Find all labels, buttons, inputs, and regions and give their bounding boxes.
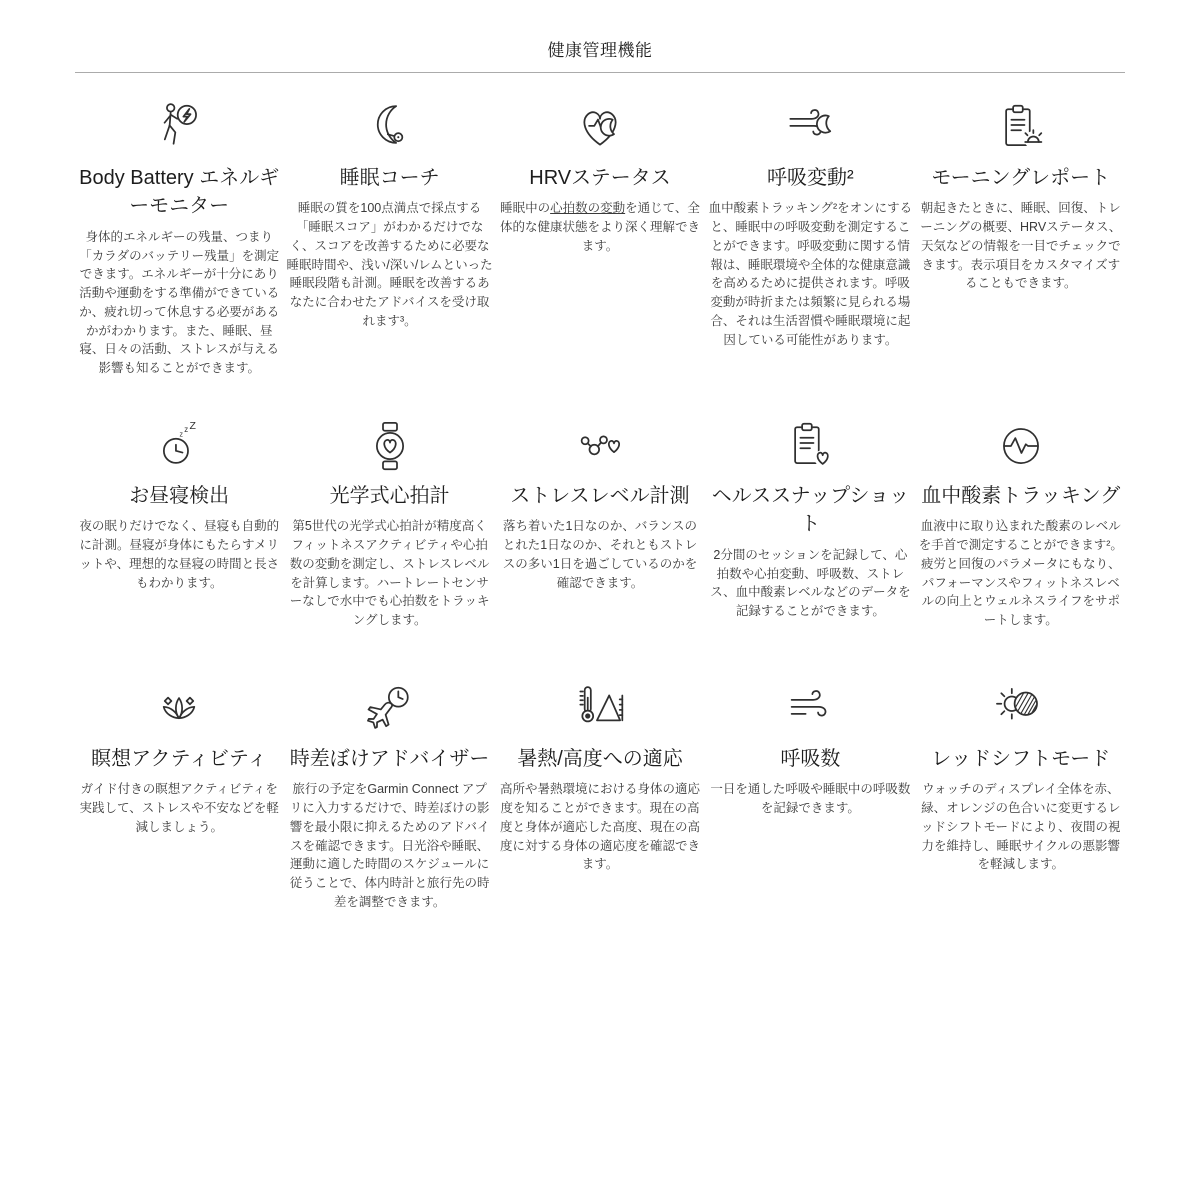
description-text: 睡眠中の — [500, 201, 551, 216]
pulse-circle-icon — [993, 418, 1049, 478]
feature-card-meditation — [75, 681, 283, 912]
hrv-heart-rate-variation-link[interactable]: 心拍数の変動 — [550, 201, 626, 216]
feature-title: 暑熱/高度への適応 — [517, 748, 683, 770]
clipboard-heart-icon — [782, 418, 838, 478]
sleep-coach-moon-whistle-icon — [362, 100, 418, 160]
feature-title: お昼寝検出 — [129, 485, 230, 507]
feature-title: レッドシフトモード — [931, 748, 1111, 770]
feature-description: 第5世代の光学式心拍計が精度高くフィットネスアクティビティや心拍数の変動を測定し、ストレスレベルを計算します。ハートレートセンサーなしで水中でも心拍数をトラッキングします。 — [289, 519, 490, 628]
feature-title: 呼吸数 — [780, 748, 841, 770]
svg-text:Z: Z — [189, 419, 197, 432]
feature-description: ウォッチのディスプレイ全体を赤、緑、オレンジの色合いに変更するレッドシフトモードにより、夜間の視力を維持し、睡眠サイクルの悪影響を軽減します。 — [921, 782, 1121, 872]
airplane-clock-icon — [362, 681, 418, 741]
svg-text:z: z — [184, 425, 189, 434]
clipboard-sunrise-icon — [993, 100, 1049, 160]
feature-description: 落ち着いた1日なのか、バランスのとれた1日なのか、それともストレスの多い1日を過ごしているのかを確認できます。 — [502, 519, 698, 590]
feature-title: ヘルススナップショット — [711, 485, 910, 536]
feature-title: Body Battery エネルギーモニター — [79, 167, 280, 218]
feature-title: 睡眠コーチ — [339, 167, 440, 189]
feature-title: 時差ぼけアドバイザー — [289, 748, 490, 770]
feature-description: 朝起きたときに、睡眠、回復、トレーニングの概要、HRVステータス、天気などの情報を一目でチェックできます。表示項目をカスタマイズすることもできます。 — [920, 201, 1122, 291]
thermometer-mountain-icon — [572, 681, 628, 741]
feature-description: 旅行の予定をGarmin Connect アプリに入力するだけで、時差ぼけの影響を最小限に抑えるためのアドバイスを確認できます。日光浴や睡眠、運動に適した時間のスケジュールに従うことで、体内時計と旅行先の時差を調整できます。 — [289, 782, 490, 909]
page-title: 健康管理機能 — [547, 41, 653, 60]
feature-description — [497, 199, 703, 255]
feature-description: 一日を通した呼吸や睡眠中の呼吸数を記録できます。 — [710, 782, 911, 816]
molecule-heart-icon — [572, 418, 628, 478]
feature-card-morning-report — [917, 100, 1125, 418]
wind-moon-icon — [782, 100, 838, 160]
feature-grid — [75, 100, 1125, 912]
feature-description: ガイド付きの瞑想アクティビティを実践して、ストレスや不安などを軽減しましょう。 — [79, 782, 279, 834]
feature-card-heat-altitude — [496, 681, 704, 912]
watch-heart-icon — [362, 418, 418, 478]
feature-title: 血中酸素トラッキング — [921, 485, 1121, 507]
feature-card-health-snapshot — [706, 418, 914, 681]
wind-icon — [782, 681, 838, 741]
clock-zzz-icon — [151, 418, 207, 478]
feature-card-pulse-ox — [917, 418, 1125, 681]
feature-card-respiration — [706, 681, 914, 912]
section-header — [75, 36, 1125, 73]
svg-text:z: z — [179, 431, 184, 439]
feature-card-optical-heart-rate — [285, 418, 493, 681]
feature-description: 睡眠の質を100点満点で採点する「睡眠スコア」がわかるだけでなく、スコアを改善するために必要な睡眠時間や、浅い/深い/レムといった睡眠段階も計測。睡眠を改善するあなたに合わせたアドバイスを受け取れます³。 — [286, 201, 493, 328]
sun-moon-shade-icon — [993, 681, 1049, 741]
feature-card-body-battery — [75, 100, 283, 418]
feature-card-hrv-status — [496, 100, 704, 418]
feature-card-stress-level — [496, 418, 704, 681]
feature-description: 高所や暑熱環境における身体の適応度を知ることができます。現在の高度と身体が適応した高度、現在の高度に対する身体の適応度を確認できます。 — [499, 782, 700, 872]
feature-title: ストレスレベル計測 — [510, 485, 690, 507]
feature-title: 光学式心拍計 — [329, 485, 450, 507]
feature-title: モーニングレポート — [931, 167, 1111, 189]
feature-description: 身体的エネルギーの残量、つまり「カラダのバッテリー残量」を測定できます。エネルギーが十分にあり活動や運動をする準備ができているか、疲れ切って休息する必要があるかがわかります。また、睡眠、昼寝、日々の活動、ストレスが与える影響も知ることができます。 — [79, 229, 280, 376]
feature-description: 夜の眠りだけでなく、昼寝も自動的に計測。昼寝が身体にもたらすメリットや、理想的な昼寝の時間と長さもわかります。 — [79, 519, 280, 590]
feature-title: 瞑想アクティビティ — [91, 748, 268, 770]
heart-pulse-moon-icon — [572, 100, 628, 160]
feature-card-sleep-coach — [285, 100, 493, 418]
feature-card-red-shift — [917, 681, 1125, 912]
feature-card-jetlag-advisor — [285, 681, 493, 912]
feature-description: 血液中に取り込まれた酸素のレベルを手首で測定することができます²。 疲労と回復のパラメータにもなり、パフォーマンスやフィットネスレベルの向上とウェルネスライフをサポートします。 — [918, 519, 1123, 628]
feature-title: HRVステータス — [529, 167, 671, 189]
feature-title: 呼吸変動² — [767, 167, 854, 189]
feature-description: 2分間のセッションを記録して、心拍数や心拍変動、呼吸数、ストレス、血中酸素レベルなどのデータを記録することができます。 — [710, 547, 911, 619]
feature-card-breathing-variation — [706, 100, 914, 418]
lotus-icon — [151, 681, 207, 741]
feature-card-nap-detection — [75, 418, 283, 681]
description-text: を通じて、全体的な健康状態をより深く理解できます。 — [499, 201, 700, 253]
feature-description: 血中酸素トラッキング²をオンにすると、睡眠中の呼吸変動を測定することができます。呼吸変動に関する情報は、睡眠環境や全体的な健康意識を高めるために提供されます。呼吸変動が時折または頻繁に見られる場合、それは生活習慣や睡眠環境に起因している可能性があります。 — [708, 201, 913, 347]
body-battery-icon — [151, 100, 207, 160]
